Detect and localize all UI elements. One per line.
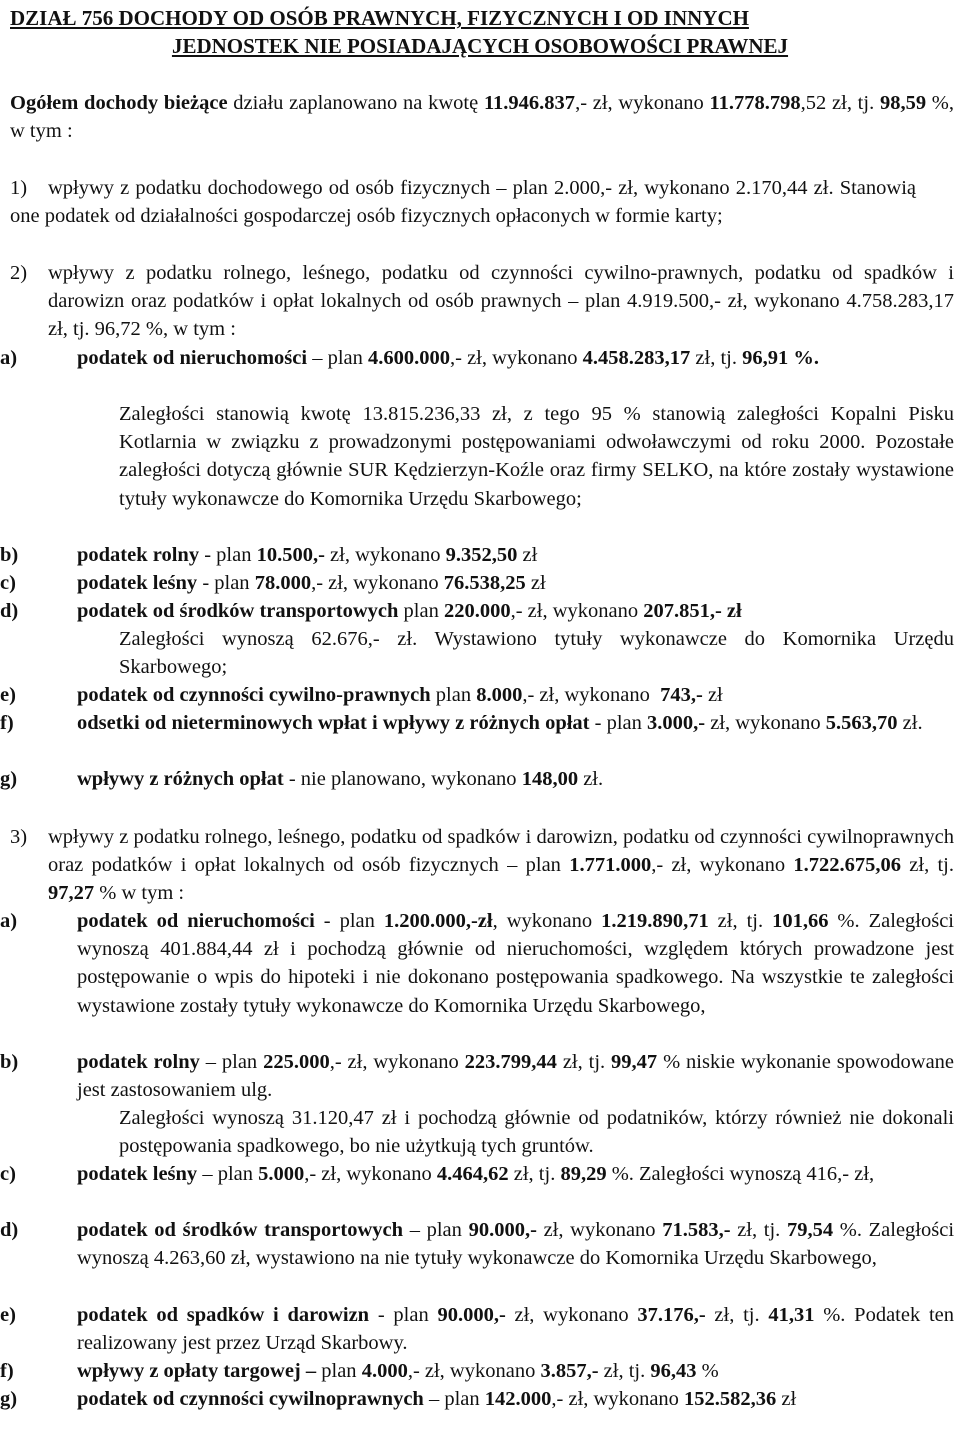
item-3-a <box>0 907 954 1020</box>
intro-text: %, w tym : <box>10 92 954 143</box>
sub-text: ,- zł, wykonano <box>522 684 661 706</box>
tax-name: wpływy z opłaty targowej – <box>77 1360 317 1382</box>
intro-bold: Ogółem dochody bieżące <box>10 92 228 114</box>
sub-label: g) <box>0 1388 18 1410</box>
sub-text: ,- zł, wykonano <box>551 1388 685 1410</box>
sub-text: – plan <box>403 1219 469 1241</box>
executed-value: 3.857,- <box>540 1360 599 1382</box>
item-3-d <box>0 1216 955 1272</box>
sub-text: plan <box>316 1360 362 1382</box>
sub-label: a) <box>0 910 18 932</box>
executed-value: 9.352,50 <box>445 544 518 566</box>
plan-value: 10.500,- <box>256 544 325 566</box>
item-3-f <box>0 1357 954 1385</box>
sub-text: zł. <box>897 712 923 734</box>
plan-value: 142.000 <box>484 1388 552 1410</box>
sub-label: e) <box>0 684 16 706</box>
executed-value: 4.464,62 <box>436 1163 509 1185</box>
item-3-b <box>0 1048 955 1104</box>
item-2-a <box>0 344 954 372</box>
tax-name: podatek od środków transportowych <box>77 600 399 622</box>
percent-value: 101,66 <box>772 910 829 932</box>
item-2-a-note: Zaległości stanowią kwotę 13.815.236,33 zł, z tego 95 % stanowią zaległości Kopalni Pisku Kotlarnia w związku z prowadzonymi postępowaniami odwoławczymi od roku 2000. Pozostałe zaległości dotyczą głównie SUR Kędzierzyn-Koźle oraz firmy SELKO, na które zostały wystawione tytuły wykonawcze do Komornika Urzędu Skarbowego; <box>119 403 954 510</box>
sub-text: zł, tj. <box>556 1051 612 1073</box>
item-number: 3) <box>10 826 28 848</box>
tax-name: podatek od nieruchomości <box>77 910 315 932</box>
sub-label: c) <box>0 1163 16 1185</box>
executed-value: 743,- <box>660 684 703 706</box>
sub-text: ,- zł, wykonano <box>450 347 583 369</box>
sub-text: zł <box>517 544 538 566</box>
sub-text: - plan <box>199 544 257 566</box>
tax-name: wpływy z różnych opłat <box>77 768 284 790</box>
intro-text: działu zaplanowano na kwotę <box>227 92 484 114</box>
executed-value: 4.458.283,17 <box>582 347 691 369</box>
tax-name: podatek leśny <box>77 1163 198 1185</box>
plan-value: 1.200.000,-zł <box>383 910 493 932</box>
item-text: ,- zł, wykonano <box>651 854 794 877</box>
executed-value: 76.538,25 <box>443 572 526 594</box>
item-2-text: wpływy z podatku rolnego, leśnego, podatku od czynności cywilno-prawnych, podatku od spadków i darowizn oraz podatków i opłat lokalnych od osób prawnych – plan 4.919.500,- zł, wykonano 4.758.283,17 zł, tj. 96,72 %, w tym : <box>48 262 954 341</box>
sub-text: %. Zaległości wynoszą 4.263,60 zł, wystawiono na nie tytuły wykonawcze do Komornika Urzędu Skarbowego, <box>77 1219 955 1270</box>
plan-value: 220.000 <box>443 600 511 622</box>
sub-text: ,- zł, wykonano <box>407 1360 541 1382</box>
plan-value: 4.000 <box>361 1360 408 1382</box>
sub-text: – plan <box>199 1051 264 1073</box>
sub-label: e) <box>0 1304 16 1326</box>
item-3-g <box>0 1385 954 1413</box>
intro-plan: 11.946.837 <box>483 92 576 114</box>
executed-value: 152.582,36 <box>684 1388 777 1410</box>
executed-value: 148,00 <box>521 768 579 790</box>
plan-value: 90.000,- <box>468 1219 537 1241</box>
sub-text: - nie planowano, wykonano <box>283 768 522 790</box>
sub-text: – plan <box>423 1388 485 1410</box>
sub-label: b) <box>0 544 19 566</box>
percent-value: 41,31 <box>768 1304 815 1326</box>
plan-value: 3.000,- <box>647 712 706 734</box>
sub-text: zł <box>702 684 723 706</box>
item-text: wpływy z podatku rolnego, leśnego, podatku od spadków i darowizn, podatku od czynności cywilnoprawnych oraz podatków i opłat lokalnych od osób fizycznych – plan <box>48 826 954 877</box>
item-number: 2) <box>10 262 28 284</box>
sub-label: a) <box>0 347 18 369</box>
sub-text: zł, tj. <box>598 1360 651 1382</box>
sub-text: ,- zł, wykonano <box>304 1163 437 1185</box>
sub-text: zł, wykonano <box>324 544 446 566</box>
sub-text: zł, wykonano <box>505 1304 638 1326</box>
item-3-e <box>0 1301 954 1357</box>
sub-text: plan <box>430 684 477 706</box>
executed-value: 5.563,70 <box>825 712 898 734</box>
item-3-c <box>0 1160 954 1188</box>
sub-text: - plan <box>314 910 384 932</box>
item-2-f <box>0 709 954 737</box>
sub-text: zł, wykonano <box>536 1219 663 1241</box>
tax-name: podatek od czynności cywilno-prawnych <box>77 684 431 706</box>
tax-name: podatek od czynności cywilnoprawnych <box>77 1388 424 1410</box>
plan-value: 5.000 <box>258 1163 305 1185</box>
sub-text: zł <box>776 1388 797 1410</box>
percent-value: 97,27 <box>48 882 95 905</box>
sub-text: - plan <box>369 1304 438 1326</box>
percent-value: 79,54 <box>786 1219 834 1241</box>
tax-name: podatek leśny <box>77 572 198 594</box>
tax-name: podatek rolny <box>77 544 200 566</box>
item-1-text: wpływy z podatku dochodowego od osób fizycznych – plan 2.000,- zł, wykonano 2.170,44 zł. Stanowią one podatek od działalności gospodarczej osób fizycznych opłaconych w formie karty; <box>10 177 916 228</box>
tax-name: podatek od spadków i darowizn <box>77 1304 370 1326</box>
sub-label: d) <box>0 600 19 622</box>
intro-executed: 11.778.798 <box>709 92 801 114</box>
sub-label: c) <box>0 572 16 594</box>
executed-value: 1.219.890,71 <box>601 910 709 932</box>
sub-text: zł, tj. <box>730 1219 787 1241</box>
sub-text: zł <box>525 572 546 594</box>
sub-text: % niskie wykonanie spowodowane jest zastosowaniem ulg. <box>77 1051 955 1102</box>
intro-text: ,- zł, wykonano <box>575 92 710 114</box>
executed-value: 1.722.675,06 <box>793 854 901 877</box>
tax-name: podatek rolny <box>77 1051 200 1073</box>
sub-text: zł, wykonano <box>705 712 826 734</box>
sub-text: - plan <box>197 572 255 594</box>
item-2-g <box>0 765 954 793</box>
tax-name: odsetki od nieterminowych wpłat i wpływy z różnych opłat <box>77 712 590 734</box>
item-number: 1) <box>10 177 28 199</box>
tax-name: podatek od nieruchomości <box>77 347 308 369</box>
section-heading-line-1: DZIAŁ 756 DOCHODY OD OSÓB PRAWNYCH, FIZYCZNYCH I OD INNYCH <box>10 6 749 30</box>
sub-text: % <box>696 1360 719 1382</box>
executed-value: 207.851,- zł <box>643 600 742 622</box>
section-heading-line-2: JEDNOSTEK NIE POSIADAJĄCYCH OSOBOWOŚCI PRAWNEJ <box>171 34 789 58</box>
sub-text: – plan <box>197 1163 259 1185</box>
sub-text: zł, tj. <box>690 347 743 369</box>
plan-value: 4.600.000 <box>368 347 450 369</box>
item-2-b <box>0 541 954 569</box>
sub-text: zł, tj. <box>508 1163 561 1185</box>
executed-value: 37.176,- <box>637 1304 706 1326</box>
item-text: zł, tj. <box>900 854 954 877</box>
plan-value: 90.000,- <box>437 1304 506 1326</box>
item-2-e <box>0 681 954 709</box>
intro-text: ,52 zł, tj. <box>800 92 880 114</box>
sub-text: ,- zł, wykonano <box>311 572 444 594</box>
tax-name: podatek od środków transportowych <box>77 1219 404 1241</box>
sub-text: , wykonano <box>492 910 602 932</box>
sub-text: zł, tj. <box>708 910 773 932</box>
percent-value: 96,91 %. <box>742 347 819 369</box>
item-3-b-note: Zaległości wynoszą 31.120,47 zł i pochodzą głównie od podatników, którzy również nie dokonali postępowania spadkowego, bo nie użytkują tych gruntów. <box>119 1107 954 1158</box>
percent-value: 96,43 <box>650 1360 697 1382</box>
intro-paragraph <box>10 89 954 145</box>
executed-value: 71.583,- <box>662 1219 731 1241</box>
sub-label: f) <box>0 712 14 734</box>
intro-percent: 98,59 <box>879 92 927 114</box>
sub-label: g) <box>0 768 18 790</box>
plan-value: 1.771.000 <box>569 854 652 877</box>
item-text: % w tym : <box>94 882 185 905</box>
item-2-d-note: Zaległości wynoszą 62.676,- zł. Wystawiono tytuły wykonawcze do Komornika Urzędu Skarbowego; <box>119 628 954 679</box>
plan-value: 78.000 <box>254 572 312 594</box>
item-2-c <box>0 569 954 597</box>
sub-text: zł, tj. <box>705 1304 769 1326</box>
sub-label: d) <box>0 1219 19 1241</box>
sub-label: b) <box>0 1051 19 1073</box>
sub-text: %. Zaległości wynoszą 401.884,44 zł i pochodzą głównie od nieruchomości, względem których prowadzone jest postępowanie o wpis do hipoteki i nie dokonano postępowania spadkowego. Na wszystkie te zaległości wystawione zostały tytuły wykonawcze do Komornika Urzędu Skarbowego, <box>77 910 954 1017</box>
sub-text: ,- zł, wykonano <box>510 600 644 622</box>
sub-text: - plan <box>589 712 647 734</box>
sub-text: %. Podatek ten realizowany jest przez Urząd Skarbowy. <box>77 1304 954 1355</box>
sub-text: plan <box>398 600 444 622</box>
sub-text: zł. <box>578 768 604 790</box>
sub-text: %. Zaległości wynoszą 416,- zł, <box>606 1163 875 1185</box>
percent-value: 99,47 <box>611 1051 658 1073</box>
plan-value: 225.000 <box>263 1051 330 1073</box>
percent-value: 89,29 <box>560 1163 607 1185</box>
plan-value: 8.000 <box>476 684 523 706</box>
sub-text: – plan <box>307 347 368 369</box>
item-3-text <box>48 823 954 908</box>
sub-label: f) <box>0 1360 14 1382</box>
sub-text: ,- zł, wykonano <box>329 1051 465 1073</box>
item-2-d <box>0 597 954 625</box>
executed-value: 223.799,44 <box>464 1051 557 1073</box>
